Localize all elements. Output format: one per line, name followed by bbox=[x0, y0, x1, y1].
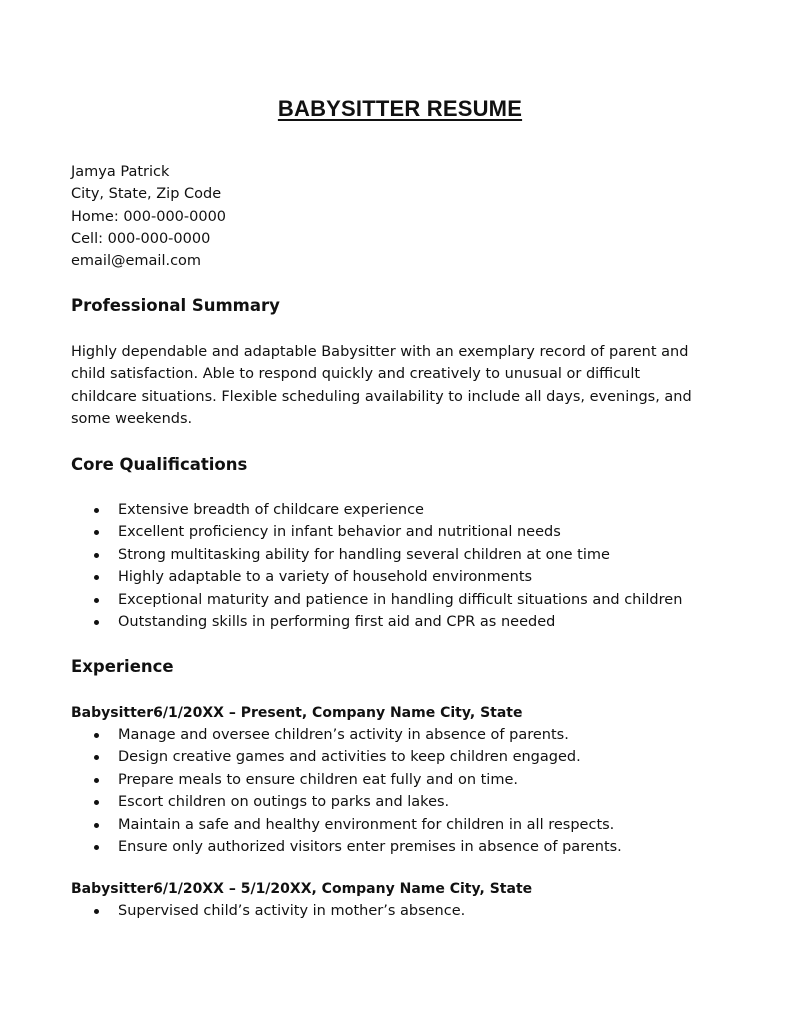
list-item bbox=[71, 589, 751, 611]
list-item bbox=[71, 544, 751, 566]
bullet-icon bbox=[94, 598, 99, 603]
contact-email: email@email.com bbox=[71, 253, 202, 270]
list-item-text: Escort children on outings to parks and lakes. bbox=[118, 794, 450, 811]
qualifications-heading: Core Qualifications bbox=[71, 455, 248, 474]
bullet-icon bbox=[94, 823, 99, 828]
list-item-text: Outstanding skills in performing first aid and CPR as needed bbox=[118, 614, 556, 631]
list-item bbox=[71, 499, 751, 521]
bullet-icon bbox=[94, 800, 99, 805]
contact-name: Jamya Patrick bbox=[71, 164, 170, 180]
list-item-text: Strong multitasking ability for handling several children at one time bbox=[118, 546, 610, 563]
job-title: Babysitter6/1/20XX – 5/1/20XX, Company Name City, State bbox=[71, 881, 533, 897]
experience-heading: Experience bbox=[71, 657, 174, 676]
list-item-text: Manage and oversee children’s activity in absence of parents. bbox=[118, 727, 569, 743]
contact-home-phone: Home: 000-000-0000 bbox=[71, 208, 227, 225]
list-item bbox=[71, 836, 751, 858]
summary-text bbox=[71, 341, 741, 430]
job-duties-list bbox=[71, 724, 751, 858]
list-item-text: Exceptional maturity and patience in handling difficult situations and children bbox=[118, 591, 683, 608]
list-item bbox=[71, 724, 751, 746]
qualifications-list-wrapper bbox=[71, 499, 751, 633]
bullet-icon bbox=[94, 845, 99, 850]
list-item-text: Excellent proficiency in infant behavior and nutritional needs bbox=[118, 524, 561, 541]
list-item-text: Highly adaptable to a variety of household environments bbox=[118, 569, 533, 586]
summary-line: childcare situations. Flexible scheduling availability to include all days, evenings, and bbox=[71, 388, 692, 405]
bullet-icon bbox=[94, 733, 99, 738]
list-item bbox=[71, 566, 751, 588]
bullet-icon bbox=[94, 909, 99, 914]
list-item-text: Maintain a safe and healthy environment for children in all respects. bbox=[118, 816, 615, 833]
bullet-icon bbox=[94, 620, 99, 625]
bullet-icon bbox=[94, 778, 99, 783]
bullet-icon bbox=[94, 755, 99, 760]
resume-title: BABYSITTER RESUME bbox=[277, 96, 523, 121]
bullet-icon bbox=[94, 508, 99, 513]
summary-line: Highly dependable and adaptable Babysitter with an exemplary record of parent and bbox=[71, 344, 689, 360]
bullet-icon bbox=[94, 575, 99, 580]
contact-info bbox=[71, 161, 751, 272]
list-item bbox=[71, 769, 751, 791]
list-item-text: Design creative games and activities to keep children engaged. bbox=[118, 749, 581, 766]
list-item bbox=[71, 791, 751, 813]
list-item bbox=[71, 611, 751, 633]
job-duties-list bbox=[71, 900, 751, 922]
list-item bbox=[71, 746, 751, 768]
list-item-text: Ensure only authorized visitors enter premises in absence of parents. bbox=[118, 839, 622, 856]
list-item-text: Supervised child’s activity in mother’s absence. bbox=[118, 903, 466, 919]
list-item bbox=[71, 900, 751, 922]
list-item-text: Extensive breadth of childcare experience bbox=[118, 502, 424, 518]
experience-job-1 bbox=[71, 702, 751, 858]
contact-address: City, State, Zip Code bbox=[71, 186, 222, 203]
summary-heading: Professional Summary bbox=[71, 296, 280, 315]
list-item bbox=[71, 814, 751, 836]
summary-line: child satisfaction. Able to respond quickly and creatively to unusual or difficult bbox=[71, 366, 641, 383]
list-item bbox=[71, 521, 751, 543]
job-title: Babysitter6/1/20XX – Present, Company Name City, State bbox=[71, 705, 523, 721]
experience-job-2 bbox=[71, 878, 751, 922]
bullet-icon bbox=[94, 530, 99, 535]
qualifications-list bbox=[71, 499, 751, 633]
list-item-text: Prepare meals to ensure children eat fully and on time. bbox=[118, 771, 518, 788]
contact-cell-phone: Cell: 000-000-0000 bbox=[71, 230, 211, 247]
bullet-icon bbox=[94, 553, 99, 558]
summary-line: some weekends. bbox=[71, 410, 193, 427]
